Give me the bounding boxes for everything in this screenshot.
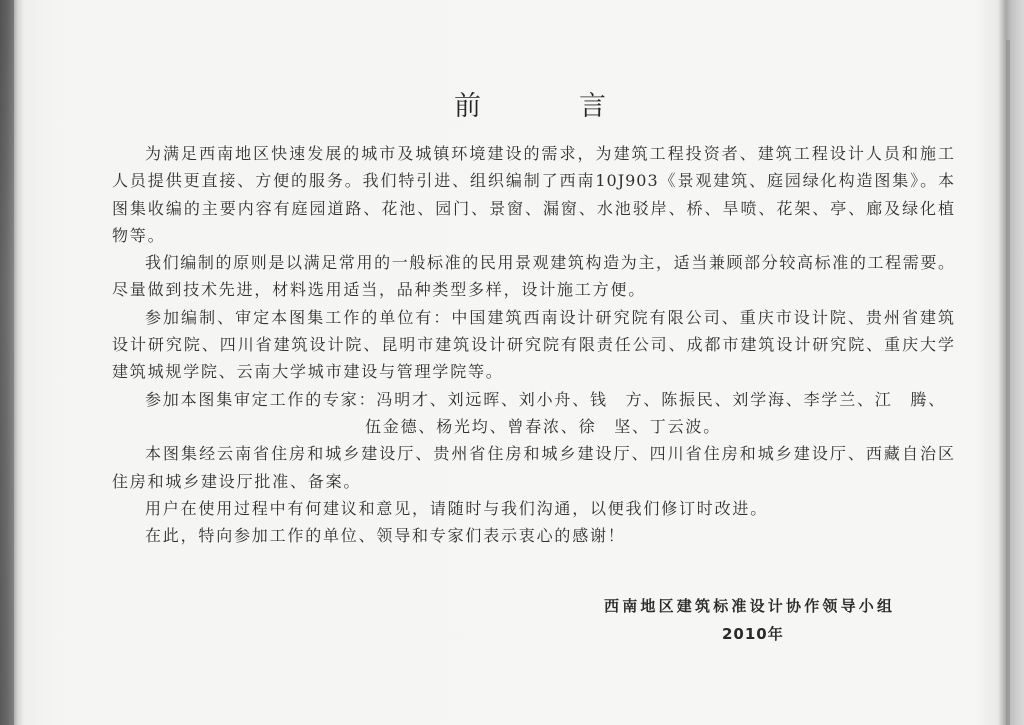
signature-organization: 西南地区建筑标准设计协作领导小组 — [604, 597, 896, 615]
page-title: 前言 — [454, 91, 704, 122]
paragraph-line: 我们编制的原则是以满足常用的一般标准的民用景观建筑构造为主，适当兼顾部分较高标准的工程需要。 — [145, 253, 955, 273]
paragraph-approval — [112, 440, 955, 495]
paragraph-line: 物等。 — [112, 225, 166, 245]
page-edge-shadow — [1006, 40, 1010, 725]
paragraph-line: 参加本图集审定工作的专家：冯明才、刘远晖、刘小舟、钱 方、陈振民、刘学海、李学兰、江 腾、 — [145, 389, 947, 409]
paragraph-line: 用户在使用过程中有何建议和意见，请随时与我们沟通，以便我们修订时改进。 — [145, 498, 769, 518]
binding-edge — [0, 0, 14, 725]
signature-year: 2010年 — [722, 625, 784, 643]
paragraph-line: 建筑城规学院、云南大学城市建设与管理学院等。 — [112, 362, 504, 382]
paragraph-line: 图集收编的主要内容有庭园道路、花池、园门、景窗、漏窗、水池驳岸、桥、旱喷、花架、亭、廊及绿化植 — [112, 198, 955, 218]
paragraph-thanks — [112, 522, 955, 549]
paragraph-feedback — [112, 495, 955, 522]
paragraph-line: 参加编制、审定本图集工作的单位有：中国建筑西南设计研究院有限公司、重庆市设计院、贵州省建筑 — [145, 307, 955, 327]
preface-body — [112, 140, 955, 549]
paragraph-line: 在此，特向参加工作的单位、领导和专家们表示衷心的感谢！ — [145, 526, 626, 546]
paragraph-participating-units — [112, 304, 955, 386]
paragraph-line: 本图集经云南省住房和城乡建设厅、贵州省住房和城乡建设厅、四川省住房和城乡建设厅、西藏自治区 — [145, 444, 955, 464]
paragraph-line: 住房和城乡建设厅批准、备案。 — [112, 471, 362, 491]
paragraph-purpose — [112, 140, 955, 249]
paragraph-principles — [112, 249, 955, 304]
paragraph-line: 尽量做到技术先进，材料选用适当，品种类型多样，设计施工方便。 — [112, 280, 647, 300]
paragraph-line: 伍金德、杨光均、曾春浓、徐 坚、丁云波。 — [365, 416, 722, 436]
paragraph-experts — [112, 386, 955, 441]
paragraph-line: 设计研究院、四川省建筑设计院、昆明市建筑设计研究院有限责任公司、成都市建筑设计研究院、重庆大学 — [112, 335, 955, 355]
paragraph-line: 人员提供更直接、方便的服务。我们特引进、组织编制了西南10J903《景观建筑、庭园绿化构造图集》。本 — [112, 171, 955, 191]
paragraph-line: 为满足西南地区快速发展的城市及城镇环境建设的需求，为建筑工程投资者、建筑工程设计人员和施工 — [145, 144, 955, 163]
